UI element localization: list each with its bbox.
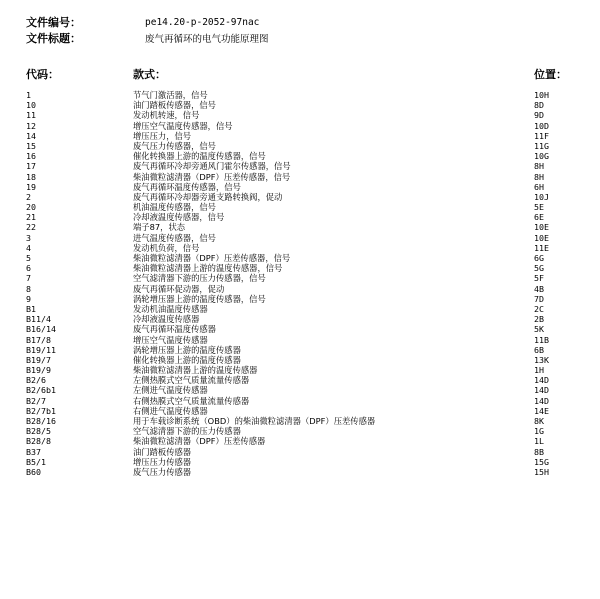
row-code: B17/8 (26, 334, 51, 345)
row-desc: 柴油微粒滤清器上游的温度传感器，信号 (133, 263, 283, 274)
row-desc: 增压压力，信号 (133, 130, 192, 141)
row-pos: 11E (534, 242, 549, 253)
row-pos: 11G (534, 140, 549, 151)
table-row (26, 436, 574, 446)
table-row (26, 294, 574, 304)
row-pos: 10J (534, 191, 549, 202)
row-pos: 11B (534, 334, 549, 345)
table-row (26, 416, 574, 426)
doc-title-row (26, 30, 269, 46)
table-row (26, 202, 574, 212)
row-desc: 柴油微粒滤清器（DPF）压差传感器，信号 (133, 171, 291, 182)
table-row (26, 335, 574, 345)
table-row (26, 314, 574, 324)
row-desc: 涡轮增压器上游的温度传感器，信号 (133, 293, 266, 304)
table-row (26, 263, 574, 273)
legend-table (26, 90, 574, 477)
row-pos: 8H (534, 161, 544, 172)
row-pos: 1H (534, 365, 544, 376)
row-pos: 14E (534, 405, 549, 416)
row-code: 12 (26, 120, 36, 131)
table-row (26, 426, 574, 436)
row-desc: 废气再循环促动器，促动 (133, 283, 225, 294)
row-desc: 废气再循环温度传感器，信号 (133, 181, 241, 192)
row-pos: 1G (534, 426, 544, 437)
row-desc: 柴油微粒滤清器上游的温度传感器 (133, 365, 258, 376)
row-desc: 空气滤清器下游的压力传感器 (133, 426, 241, 437)
row-pos: 6H (534, 181, 544, 192)
row-desc: 柴油微粒滤清器（DPF）压差传感器，信号 (133, 253, 291, 263)
table-row (26, 90, 574, 100)
row-desc: 废气压力传感器 (133, 466, 192, 477)
row-desc: 进气温度传感器，信号 (133, 232, 216, 243)
row-code: B19/9 (26, 365, 51, 376)
row-desc: 冷却液温度传感器 (133, 314, 200, 325)
table-row (26, 172, 574, 182)
row-pos: 14D (534, 385, 549, 396)
table-row (26, 467, 574, 477)
header-pos: 位置： (534, 68, 567, 81)
row-desc: 增压空气温度传感器，信号 (133, 120, 233, 131)
row-code: B2/6b1 (26, 385, 56, 396)
row-desc: 冷却液温度传感器，信号 (133, 212, 225, 223)
row-code: 22 (26, 222, 36, 233)
row-pos: 5G (534, 263, 544, 274)
row-desc: 增压空气温度传感器 (133, 334, 208, 345)
row-code: B11/4 (26, 314, 51, 325)
row-code: 5 (26, 253, 31, 263)
row-pos: 6B (534, 344, 544, 355)
row-code: 1 (26, 90, 31, 100)
row-pos: 8H (534, 171, 544, 182)
row-pos: 10D (534, 120, 549, 131)
row-code: 2 (26, 191, 31, 202)
row-code: B2/7b1 (26, 405, 56, 416)
row-desc: 涡轮增压器上游的温度传感器 (133, 344, 241, 355)
row-pos: 11F (534, 130, 549, 141)
row-pos: 9D (534, 110, 544, 121)
document-meta (26, 14, 269, 46)
row-code: 11 (26, 110, 36, 121)
table-row (26, 222, 574, 232)
row-pos: 15H (534, 466, 549, 477)
table-row (26, 253, 574, 263)
row-desc: 柴油微粒滤清器（DPF）压差传感器 (133, 436, 266, 447)
row-code: 8 (26, 283, 31, 294)
row-desc: 发动机转速，信号 (133, 110, 200, 121)
row-desc: 增压压力传感器 (133, 456, 192, 467)
row-pos: 14D (534, 395, 549, 406)
doc-number-value: pe14.20-p-2052-97nac (145, 16, 260, 28)
row-pos: 6E (534, 212, 544, 223)
row-code: 20 (26, 202, 36, 213)
row-code: 16 (26, 151, 36, 162)
table-row (26, 151, 574, 161)
row-pos: 8D (534, 100, 544, 111)
table-header (26, 66, 574, 82)
row-desc: 发动机油温度传感器 (133, 303, 208, 314)
row-code: B28/8 (26, 436, 51, 447)
table-row (26, 385, 574, 395)
table-row (26, 182, 574, 192)
row-pos: 13K (534, 354, 549, 365)
row-code: 17 (26, 161, 36, 172)
doc-title-value: 废气再循环的电气功能原理图 (145, 34, 269, 45)
row-desc: 右侧进气温度传感器 (133, 405, 208, 416)
row-desc: 左侧进气温度传感器 (133, 385, 208, 396)
row-desc: 废气再循环温度传感器 (133, 324, 216, 335)
table-row (26, 121, 574, 131)
row-code: B37 (26, 446, 41, 457)
table-row (26, 324, 574, 334)
table-row (26, 273, 574, 283)
row-desc: 油门踏板传感器 (133, 446, 192, 457)
table-row (26, 304, 574, 314)
row-desc: 端子87，状态 (133, 222, 186, 233)
header-code: 代码： (26, 68, 59, 81)
table-row (26, 233, 574, 243)
table-row (26, 375, 574, 385)
table-row (26, 406, 574, 416)
row-code: 14 (26, 130, 36, 141)
row-code: 21 (26, 212, 36, 223)
header-desc: 款式： (133, 68, 166, 81)
row-code: 4 (26, 242, 31, 253)
table-row (26, 192, 574, 202)
row-desc: 废气再循环冷却旁通风门霍尔传感器，信号 (133, 161, 291, 172)
row-desc: 机油温度传感器，信号 (133, 202, 216, 213)
row-code: 9 (26, 293, 31, 304)
table-row (26, 284, 574, 294)
table-row (26, 243, 574, 253)
doc-title-label: 文件标题： (26, 32, 81, 45)
row-pos: 10E (534, 222, 549, 233)
row-code: 15 (26, 140, 36, 151)
row-pos: 2B (534, 314, 544, 325)
row-code: B28/5 (26, 426, 51, 437)
row-pos: 5K (534, 324, 544, 335)
doc-number-label: 文件编号： (26, 16, 81, 29)
table-row (26, 141, 574, 151)
row-pos: 1L (534, 436, 544, 447)
doc-number-row (26, 14, 269, 30)
row-pos: 10E (534, 232, 549, 243)
row-desc: 空气滤清器下游的压力传感器，信号 (133, 273, 266, 284)
row-pos: 15G (534, 456, 549, 467)
table-row (26, 161, 574, 171)
table-row (26, 100, 574, 110)
row-desc: 左侧热膜式空气质量流量传感器 (133, 375, 250, 386)
row-code: B2/7 (26, 395, 46, 406)
row-desc: 催化转换器上游的温度传感器，信号 (133, 151, 266, 162)
row-pos: 14D (534, 375, 549, 386)
row-code: 6 (26, 263, 31, 274)
table-row (26, 212, 574, 222)
row-pos: 8B (534, 446, 544, 457)
row-pos: 5F (534, 273, 544, 284)
row-code: 18 (26, 171, 36, 182)
table-row (26, 447, 574, 457)
row-pos: 4B (534, 283, 544, 294)
row-pos: 8K (534, 416, 544, 426)
row-code: B16/14 (26, 324, 56, 335)
row-desc: 废气压力传感器，信号 (133, 140, 216, 151)
row-code: B19/7 (26, 354, 51, 365)
row-code: 3 (26, 232, 31, 243)
row-pos: 2C (534, 303, 544, 314)
row-code: B5/1 (26, 456, 46, 467)
table-row (26, 355, 574, 365)
table-row (26, 110, 574, 120)
row-desc: 用于车载诊断系统（OBD）的柴油微粒滤清器（DPF）压差传感器 (133, 416, 376, 426)
row-code: B2/6 (26, 375, 46, 386)
table-row (26, 345, 574, 355)
row-desc: 右侧热膜式空气质量流量传感器 (133, 395, 250, 406)
table-row (26, 131, 574, 141)
row-code: B60 (26, 466, 41, 477)
row-desc: 油门踏板传感器，信号 (133, 100, 216, 111)
row-code: B19/11 (26, 344, 56, 355)
row-code: B28/16 (26, 416, 56, 426)
row-code: 19 (26, 181, 36, 192)
row-desc: 发动机负荷，信号 (133, 242, 200, 253)
row-desc: 催化转换器上游的温度传感器 (133, 354, 241, 365)
row-pos: 10G (534, 151, 549, 162)
row-pos: 6G (534, 253, 544, 263)
table-row (26, 365, 574, 375)
row-code: B1 (26, 303, 36, 314)
row-pos: 7D (534, 293, 544, 304)
row-code: 7 (26, 273, 31, 284)
table-row (26, 457, 574, 467)
row-desc: 节气门激活器，信号 (133, 90, 208, 100)
table-row (26, 396, 574, 406)
row-pos: 10H (534, 90, 549, 100)
row-code: 10 (26, 100, 36, 111)
row-desc: 废气再循环冷却器旁通支路转换阀，促动 (133, 191, 283, 202)
row-pos: 5E (534, 202, 544, 213)
